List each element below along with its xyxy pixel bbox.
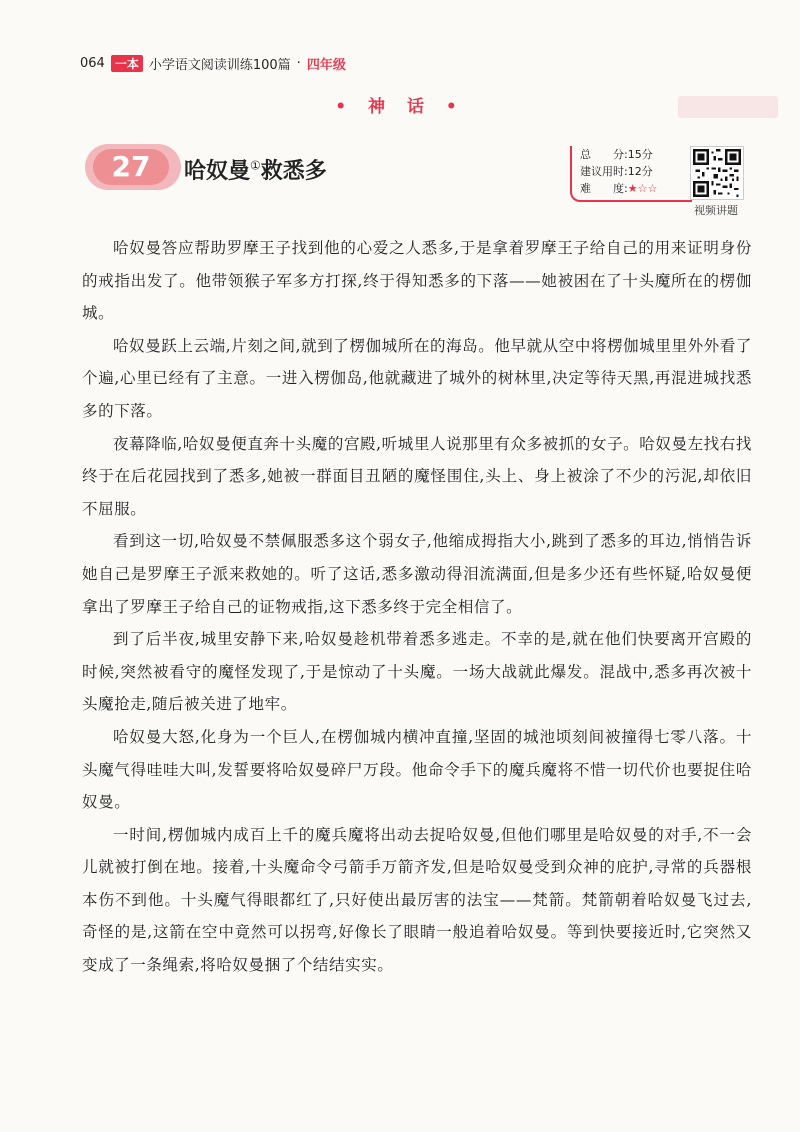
footnote-mark[interactable]: ① xyxy=(250,158,261,173)
paragraph: 到了后半夜,城里安静下来,哈奴曼趁机带着悉多逃走。不幸的是,就在他们快要离开宫殿的时候,突然被看守的魔怪发现了,于是惊动了十头魔。一场大战就此爆发。混战中,悉多再次被十头魔抢走,随后被关进了地牢。 xyxy=(82,630,752,714)
lesson-title-suffix: 救悉多 xyxy=(260,159,327,184)
lesson-info-box xyxy=(570,146,692,202)
paragraph: 哈奴曼大怒,化身为一个巨人,在楞伽城内横冲直撞,坚固的城池顷刻间被撞得七零八落。十头魔气得哇哇大叫,发誓要将哈奴曼碎尸万段。他命令手下的魔兵魔将不惜一切代价也要捉住哈奴曼。 xyxy=(82,727,752,812)
paragraph: 哈奴曼跃上云端,片刻之间,就到了楞伽城所在的海岛。他早就从空中将楞伽城里里外外看了个遍,心里已经有了主意。一进入楞伽岛,他就藏进了城外的树林里,决定等待天黑,再混进城找悉多的下落。 xyxy=(82,336,752,420)
lesson-number-badge xyxy=(85,144,181,190)
qr-code-icon[interactable] xyxy=(690,146,744,200)
book-title: 小学语文阅读训练100篇 xyxy=(148,57,291,73)
difficulty-label: 难 度: xyxy=(580,182,628,195)
paragraph: 一时间,楞伽城内成百上千的魔兵魔将出动去捉哈奴曼,但他们哪里是哈奴曼的对手,不一会儿就被打倒在地。接着,十头魔命令弓箭手万箭齐发,但是哈奴曼受到众神的庇护,寻常的兵器根本伤不到他。十头魔气得眼都红了,只好使出最厉害的法宝——梵箭。梵箭朝着哈奴曼飞过去,奇怪的是,这箭在空中竟然可以拐弯,好像长了眼睛一般追着哈奴曼。等到快要接近时,它突然又变成了一条绳索,将哈奴曼捆了个结结实实。 xyxy=(82,825,752,975)
paragraph: 夜幕降临,哈奴曼便直奔十头魔的宫殿,听城里人说那里有众多被抓的女子。哈奴曼左找右找终于在后花园找到了悉多,她被一群面目丑陋的魔怪围住,头上、身上被涂了不少的污泥,却依旧不屈服。 xyxy=(82,434,752,518)
qr-caption: 视频讲题 xyxy=(694,204,738,217)
paragraph: 哈奴曼答应帮助罗摩王子找到他的心爱之人悉多,于是拿着罗摩王子给自己的用来证明身份的戒指出发了。他带领猴子军多方打探,终于得知悉多的下落——她被困在了十头魔所在的楞伽城。 xyxy=(82,239,752,323)
brand-logo: 一本 xyxy=(111,55,143,72)
story-body xyxy=(82,232,752,982)
page-header xyxy=(80,52,346,74)
title-separator: · xyxy=(296,55,301,71)
suggested-time-row xyxy=(580,163,692,180)
page-number: 064 xyxy=(80,55,105,71)
total-score-value: 15分 xyxy=(627,148,653,161)
suggested-time-label: 建议用时: xyxy=(580,165,628,178)
grade-label: 四年级 xyxy=(306,57,346,73)
lesson-number: 27 xyxy=(93,149,169,185)
difficulty-stars: ★☆☆ xyxy=(627,182,658,195)
suggested-time-value: 12分 xyxy=(627,165,653,178)
lesson-title-main: 哈奴曼 xyxy=(184,159,251,184)
difficulty-row xyxy=(580,180,692,197)
total-score-label: 总 分: xyxy=(580,148,628,161)
lesson-title xyxy=(184,154,327,185)
section-title: • 神 话 • xyxy=(335,97,465,117)
paragraph: 看到这一切,哈奴曼不禁佩服悉多这个弱女子,他缩成拇指大小,跳到了悉多的耳边,悄悄告诉她自己是罗摩王子派来救她的。听了这话,悉多激动得泪流满面,但是多少还有些怀疑,哈奴曼便拿出了罗摩王子给自己的证物戒指,这下悉多终于完全相信了。 xyxy=(82,532,752,616)
total-score-row xyxy=(580,146,692,163)
